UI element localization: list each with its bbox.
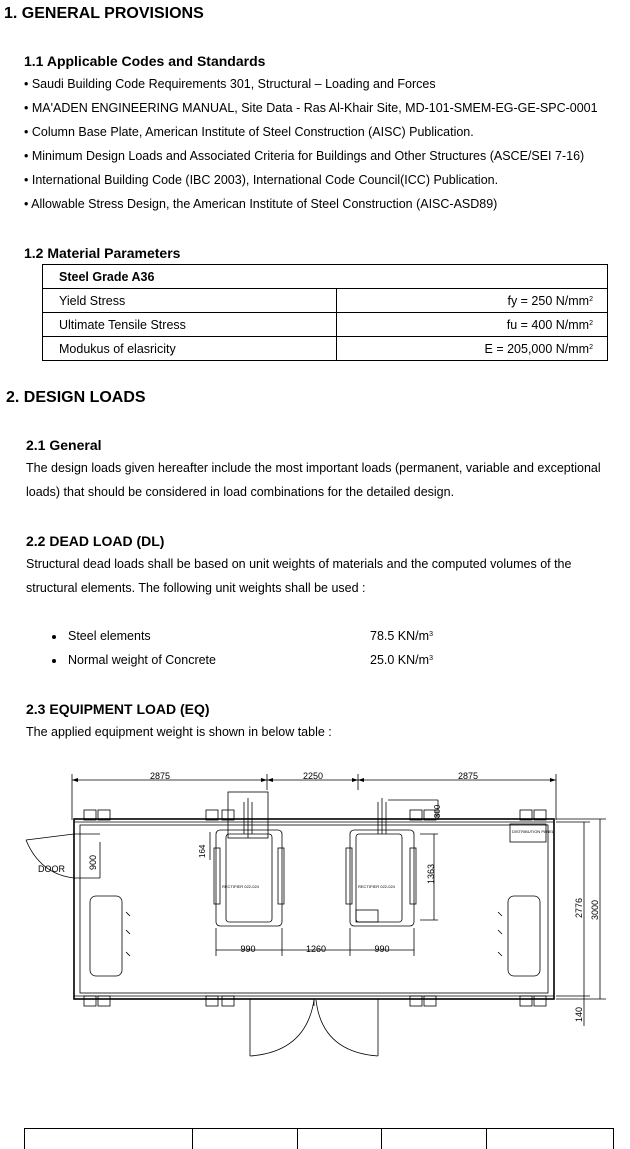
dim-label: 140 xyxy=(574,1006,584,1022)
bullet-icon xyxy=(52,635,56,639)
dim-label: 1260 xyxy=(305,944,327,954)
code-item: • Minimum Design Loads and Associated Criteria for Buildings and Other Structures (ASCE/SEI 7-16) xyxy=(24,149,585,163)
table-row xyxy=(43,289,608,313)
code-item: • Column Base Plate, American Institute of Steel Construction (AISC) Publication. xyxy=(24,125,474,139)
rectifier-label: RECTIFIER 022-024 xyxy=(222,884,259,889)
door-label: DOOR xyxy=(38,864,65,874)
table-cell-value: fu = 400 $N/mm^2$ xyxy=(337,313,608,337)
table-row xyxy=(43,313,608,337)
unit-weight-value: 25.0 $KN/m^3$ xyxy=(370,653,433,667)
code-item: • MA'ADEN ENGINEERING MANUAL, Site Data - Ras Al-Khair Site, MD-101-SMEM-EG-GE-SPC-0001 xyxy=(24,101,598,115)
dead-load-title: 2.2 DEAD LOAD (DL) xyxy=(26,533,165,549)
general-title: 2.1 General xyxy=(26,437,102,453)
general-text: The design loads given hereafter include the most important loads (permanent, variable and exceptional xyxy=(26,461,601,475)
dim-label: 990 xyxy=(374,944,390,954)
table-cell-label: Ultimate Tensile Stress xyxy=(43,313,337,337)
dim-label: 164 xyxy=(198,844,207,858)
dim-label: 900 xyxy=(88,854,98,870)
list-item: Normal weight of Concrete xyxy=(52,653,216,667)
table-header: Steel Grade A36 xyxy=(43,265,608,289)
table-cell-label: Yield Stress xyxy=(43,289,337,313)
list-item: Steel elements xyxy=(52,629,151,643)
codes-title: 1.1 Applicable Codes and Standards xyxy=(24,53,266,69)
table-cell-value: E = 205,000 $N/mm^2$ xyxy=(337,337,608,361)
code-item: • International Building Code (IBC 2003), International Code Council(ICC) Publication. xyxy=(24,173,499,187)
material-table xyxy=(42,264,608,361)
dim-label: 2875 xyxy=(457,771,479,781)
equipment-layout-drawing xyxy=(0,760,630,1070)
dim-label: 2776 xyxy=(574,897,584,918)
dim-label: 1363 xyxy=(426,863,436,884)
equipment-table-top xyxy=(24,1128,614,1149)
panel-label: DISTRIBUTION PANEL xyxy=(512,829,555,834)
general-text: loads) that should be considered in load combinations for the detailed design. xyxy=(26,485,455,499)
equipment-load-title: 2.3 EQUIPMENT LOAD (EQ) xyxy=(26,701,210,717)
dim-label: 990 xyxy=(240,944,256,954)
section-2-title: 2. DESIGN LOADS xyxy=(6,389,146,406)
unit-weight-value: 78.5 $KN/m^3$ xyxy=(370,629,433,643)
dim-label: 300 xyxy=(433,804,442,818)
rectifier-label: RECTIFIER 022-024 xyxy=(358,884,395,889)
dim-label: 2875 xyxy=(149,771,171,781)
table-cell-label: Modukus of elasricity xyxy=(43,337,337,361)
table-cell-value: fy = 250 $N/mm^2$ xyxy=(337,289,608,313)
code-item: • Allowable Stress Design, the American Institute of Steel Construction (AISC-ASD89) xyxy=(24,197,498,211)
dim-label: 2250 xyxy=(302,771,324,781)
dead-load-text: structural elements. The following unit weights shall be used : xyxy=(26,581,366,595)
section-1-title: 1. GENERAL PROVISIONS xyxy=(4,5,204,22)
bullet-icon xyxy=(52,659,56,663)
dead-load-text: Structural dead loads shall be based on unit weights of materials and the computed volumes of the xyxy=(26,557,572,571)
table-row xyxy=(43,337,608,361)
equipment-load-text: The applied equipment weight is shown in below table : xyxy=(26,725,332,739)
dim-label: 3000 xyxy=(590,899,600,920)
material-title: 1.2 Material Parameters xyxy=(24,245,181,261)
table-row xyxy=(43,265,608,289)
code-item: • Saudi Building Code Requirements 301, Structural – Loading and Forces xyxy=(24,77,436,91)
